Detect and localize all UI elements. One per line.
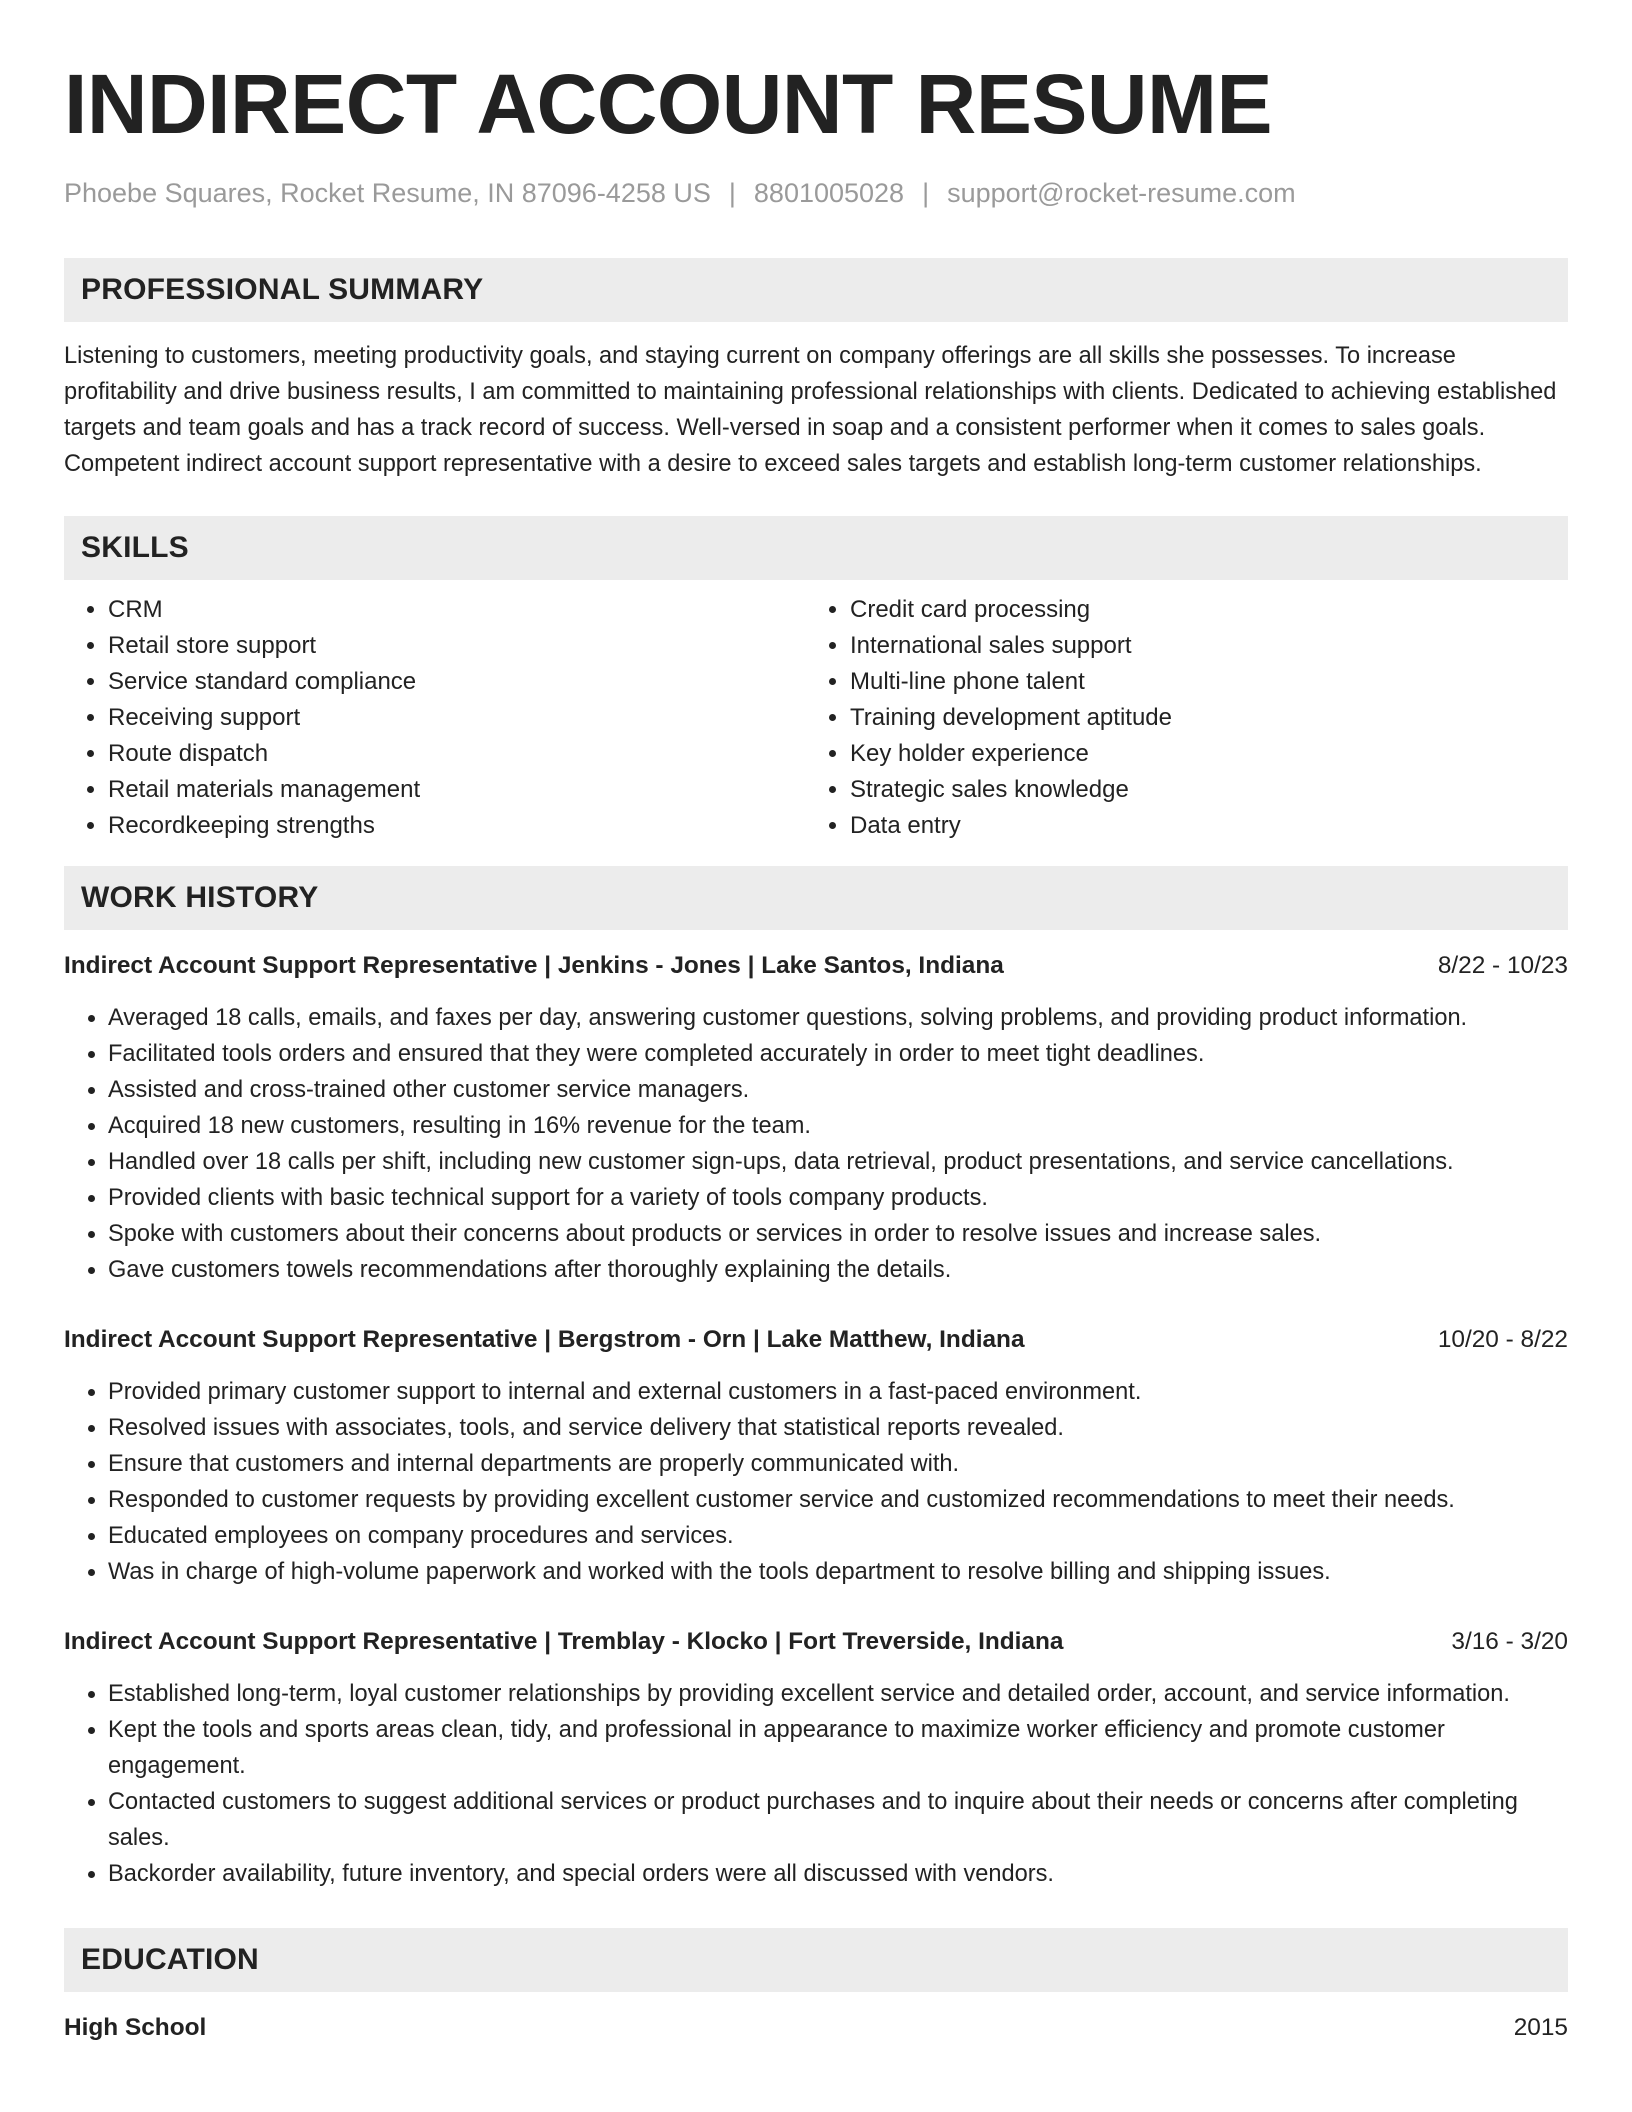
skill-item: • Strategic sales knowledge [850,772,1548,808]
job-bullet: • Handled over 18 calls per shift, including new customer sign-ups, data retrieval, product presentations, and service cancellations. [108,1144,1568,1180]
job-bullet: • Established long-term, loyal customer relationships by providing excellent service and detailed order, account, and service information. [108,1676,1568,1712]
job-dates: 3/16 - 3/20 [1451,1628,1568,1655]
job-bullet: • Provided primary customer support to internal and external customers in a fast-paced environment. [108,1374,1568,1410]
contact-address: Phoebe Squares, Rocket Resume, IN 87096-4258 US [64,178,711,208]
job-title: Indirect Account Support Representative | Tremblay - Klocko | Fort Treverside, Indiana [64,1628,1064,1655]
skill-item: • Receiving support [108,700,806,736]
section-heading-summary: PROFESSIONAL SUMMARY [64,258,1568,322]
contact-email: support@rocket-resume.com [947,178,1296,208]
skill-item: • Service standard compliance [108,664,806,700]
section-heading-skills: SKILLS [64,516,1568,580]
job-bullet: • Contacted customers to suggest additional services or product purchases and to inquire about their needs or concerns after completing sales. [108,1784,1568,1856]
skill-item: • Data entry [850,808,1548,844]
skills-column-left [64,592,806,844]
resume-page [64,0,1568,2046]
job-dates: 8/22 - 10/23 [1437,952,1568,979]
skill-item: • CRM [108,592,806,628]
job-bullet: • Was in charge of high-volume paperwork and worked with the tools department to resolve billing and shipping issues. [108,1554,1568,1590]
summary-text: Listening to customers, meeting productivity goals, and staying current on company offerings are all skills she possesses. To increase profitability and drive business results, I am committed to maintaining professional relationships with clients. Dedicated to achieving established targets and team goals and has a track record of success. Well-versed in soap and a consistent performer when it comes to sales goals. Competent indirect account support representative with a desire to exceed sales targets and establish long-term customer relationships. [64,343,1557,477]
skill-item: • Multi-line phone talent [850,664,1548,700]
resume-title: INDIRECT ACCOUNT RESUME [64,57,1273,151]
job-bullet: • Gave customers towels recommendations after thoroughly explaining the details. [108,1252,1568,1288]
job-bullet: • Responded to customer requests by providing excellent customer service and customized recommendations to meet their needs. [108,1482,1568,1518]
job-header [64,1322,1568,1358]
job-entry [64,948,1568,1288]
job-bullet: • Resolved issues with associates, tools, and service delivery that statistical reports revealed. [108,1410,1568,1446]
skill-item: • Training development aptitude [850,700,1548,736]
job-dates: 10/20 - 8/22 [1437,1326,1568,1353]
job-bullets [64,1000,1568,1288]
contact-separator: | [728,178,736,208]
job-header [64,1624,1568,1660]
job-title: Indirect Account Support Representative | Bergstrom - Orn | Lake Matthew, Indiana [64,1326,1025,1353]
skill-item: • Retail store support [108,628,806,664]
job-bullets [64,1676,1568,1892]
skill-item: • International sales support [850,628,1548,664]
job-entry [64,1322,1568,1590]
job-entry [64,1624,1568,1892]
job-bullet: • Facilitated tools orders and ensured that they were completed accurately in order to meet tight deadlines. [108,1036,1568,1072]
job-bullets [64,1374,1568,1590]
skills-list [64,592,1568,844]
skill-item: • Route dispatch [108,736,806,772]
skills-column-right [806,592,1548,844]
skill-item: • Retail materials management [108,772,806,808]
education-entry [64,2010,1568,2046]
job-bullet: • Provided clients with basic technical support for a variety of tools company products. [108,1180,1568,1216]
job-bullet: • Kept the tools and sports areas clean, tidy, and professional in appearance to maximize worker efficiency and promote customer engagement. [108,1712,1568,1784]
job-bullet: • Spoke with customers about their concerns about products or services in order to resolve issues and increase sales. [108,1216,1568,1252]
contact-separator: | [922,178,930,208]
job-bullet: • Ensure that customers and internal departments are properly communicated with. [108,1446,1568,1482]
contact-line [64,176,1568,210]
section-heading-work-history: WORK HISTORY [64,866,1568,930]
section-heading-education: EDUCATION [64,1928,1568,1992]
job-bullet: • Backorder availability, future inventory, and special orders were all discussed with vendors. [108,1856,1568,1892]
contact-phone: 8801005028 [753,178,905,208]
skill-item: • Key holder experience [850,736,1548,772]
skill-item: • Recordkeeping strengths [108,808,806,844]
job-bullet: • Educated employees on company procedures and services. [108,1518,1568,1554]
education-school: High School [64,2014,207,2041]
job-title: Indirect Account Support Representative | Jenkins - Jones | Lake Santos, Indiana [64,952,1004,979]
job-bullet: • Averaged 18 calls, emails, and faxes per day, answering customer questions, solving problems, and providing product information. [108,1000,1568,1036]
job-bullet: • Acquired 18 new customers, resulting in 16% revenue for the team. [108,1108,1568,1144]
job-header [64,948,1568,984]
job-bullet: • Assisted and cross-trained other customer service managers. [108,1072,1568,1108]
education-year: 2015 [1513,2014,1568,2041]
skill-item: • Credit card processing [850,592,1548,628]
